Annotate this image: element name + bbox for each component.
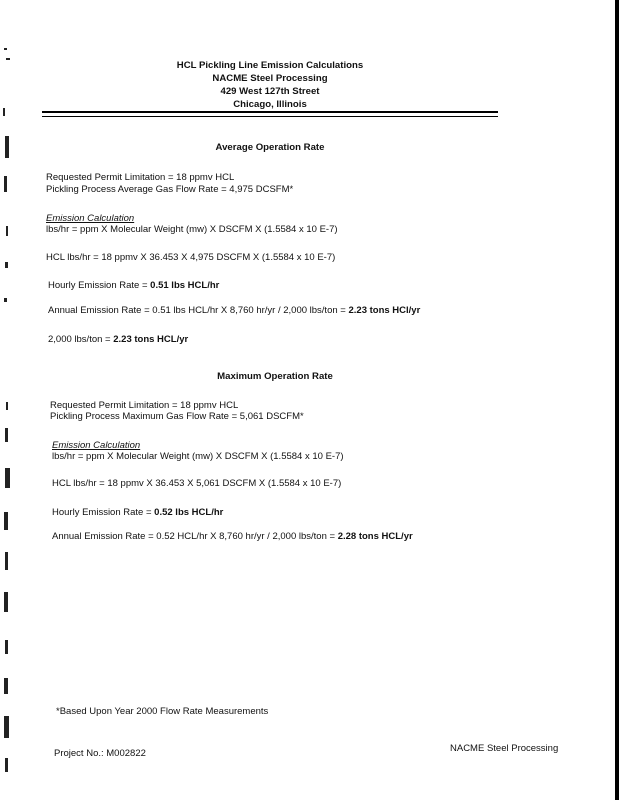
flow-rate-footnote: *Based Upon Year 2000 Flow Rate Measurements: [56, 706, 269, 717]
maximum-flow-rate: Pickling Process Maximum Gas Flow Rate = 5,061 DSCFM*: [50, 411, 304, 422]
maximum-annual-value: 2.28 tons HCL/yr: [337, 531, 413, 542]
average-hcl-line: HCL lbs/hr = 18 ppmv X 36.453 X 4,975 DSCFM X (1.5584 x 10 E-7): [46, 252, 336, 263]
maximum-hcl-line: HCL lbs/hr = 18 ppmv X 36.453 X 5,061 DSCFM X (1.5584 x 10 E-7): [52, 478, 342, 489]
footer-company: NACME Steel Processing: [450, 743, 559, 754]
maximum-annual-rate: [52, 531, 413, 542]
scan-right-edge: [615, 0, 619, 800]
project-number: Project No.: M002822: [54, 748, 146, 759]
header-rule: [42, 111, 498, 113]
average-hourly-label: Hourly Emission Rate =: [48, 280, 148, 291]
maximum-calc-heading: Emission Calculation: [52, 440, 141, 451]
company-name: NACME Steel Processing: [212, 73, 328, 84]
maximum-heading: Maximum Operation Rate: [217, 371, 333, 382]
average-annual-rate: [48, 305, 420, 316]
average-annual-label: Annual Emission Rate = 0.51 lbs HCL/hr X 8,760 hr/yr / 2,000 lbs/ton =: [48, 305, 346, 316]
average-permit-limit: Requested Permit Limitation = 18 ppmv HCL: [46, 172, 235, 183]
maximum-permit-limit: Requested Permit Limitation = 18 ppmv HCL: [50, 400, 239, 411]
average-flow-rate: Pickling Process Average Gas Flow Rate = 4,975 DCSFM*: [46, 184, 294, 195]
city-address: Chicago, Illinois: [233, 99, 307, 110]
maximum-hourly-value: 0.52 lbs HCL/hr: [154, 507, 224, 518]
average-heading: Average Operation Rate: [215, 142, 325, 153]
average-hourly-rate: [48, 280, 219, 291]
average-calc-heading: Emission Calculation: [46, 213, 135, 224]
maximum-annual-label: Annual Emission Rate = 0.52 HCL/hr X 8,760 hr/yr / 2,000 lbs/ton =: [52, 531, 336, 542]
header-rule-thin: [42, 116, 498, 117]
average-extra-value: 2.23 tons HCL/yr: [113, 334, 189, 345]
maximum-hourly-rate: [52, 507, 223, 518]
average-extra-line: [48, 334, 188, 345]
document-title: HCL Pickling Line Emission Calculations: [176, 60, 364, 71]
average-extra-label: 2,000 lbs/ton =: [48, 334, 111, 345]
maximum-formula: lbs/hr = ppm X Molecular Weight (mw) X DSCFM X (1.5584 x 10 E-7): [52, 451, 344, 462]
average-annual-value: 2.23 tons HCl/yr: [348, 305, 421, 316]
scan-edge-marks: [0, 0, 24, 800]
maximum-hourly-label: Hourly Emission Rate =: [52, 507, 152, 518]
average-hourly-value: 0.51 lbs HCL/hr: [150, 280, 220, 291]
average-formula: lbs/hr = ppm X Molecular Weight (mw) X DSCFM X (1.5584 x 10 E-7): [46, 224, 338, 235]
street-address: 429 West 127th Street: [220, 86, 320, 97]
